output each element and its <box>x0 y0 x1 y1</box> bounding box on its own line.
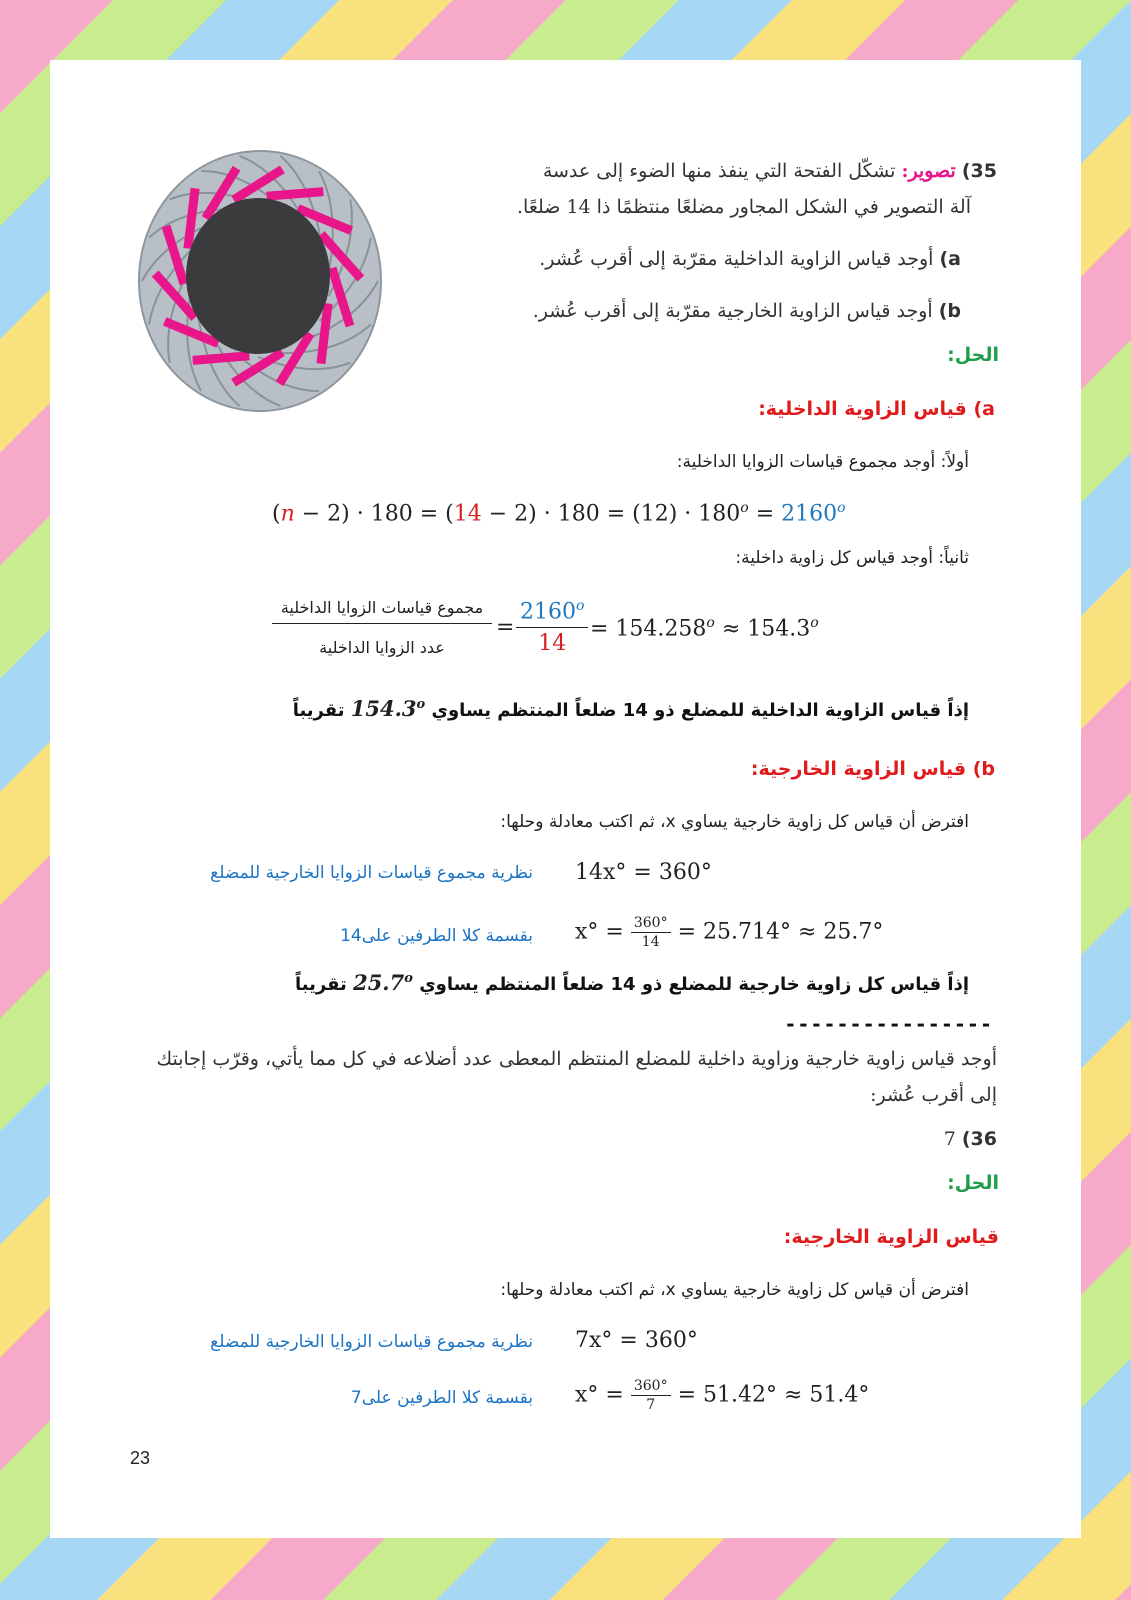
note-exterior-theorem-1: نظرية مجموع قياسات الزوايا الخارجية للمضلع <box>210 863 533 883</box>
solution-label-1: الحل: <box>947 344 999 366</box>
equation-exterior-solve: x° = $\frac{360^\circ}{14}$ = 25.714° ≈ 25.7° <box>575 915 884 950</box>
numeric-fraction: $\frac{2160^o}{14}$ <box>516 598 588 656</box>
equation-exterior-sum-7: 7x° = 360° <box>575 1328 698 1353</box>
q35-text-line2: آلة التصوير في الشكل المجاور مضلعًا منتظمًا ذا 14 ضلعًا. <box>516 196 971 218</box>
q36-number: 36) <box>961 1128 997 1150</box>
page-number: 23 <box>130 1448 151 1468</box>
camera-aperture-figure <box>138 150 383 412</box>
fraction-numerator: 2160 <box>520 599 576 625</box>
conclusion-exterior: إذاً قياس كل زاوية خارجية للمضلع ذو 14 ضلعاً المنتظم يساوي 25.7$^o$ تقريباً <box>295 970 969 995</box>
note-exterior-theorem-2: نظرية مجموع قياسات الزوايا الخارجية للمضلع <box>210 1332 533 1352</box>
polygon-edge <box>267 192 324 197</box>
equation-exterior-solve-7: x° = $\frac{360^\circ}{7}$ = 51.42° ≈ 51.4° <box>575 1378 870 1413</box>
assume-text-1: افترض أن قياس كل زاوية خارجية يساوي x، ثم اكتب معادلة وحلها: <box>500 812 969 832</box>
note-divide-14: بقسمة كلا الطرفين على14 <box>340 926 533 946</box>
part-b-heading: b) قياس الزاوية الخارجية: <box>750 758 995 780</box>
word-fraction-denominator: عدد الزوايا الداخلية <box>319 638 445 657</box>
instruction-line1: أوجد قياس زاوية خارجية وزاوية داخلية للمضلع المنتظم المعطى عدد أضلاعه في كل مما يأتي، وقرّب إجابتك <box>156 1048 997 1070</box>
word-fraction-numerator: مجموع قياسات الزوايا الداخلية <box>272 598 492 624</box>
q36 <box>944 1128 997 1150</box>
word-fraction <box>272 598 492 657</box>
q35-part-b <box>533 300 961 322</box>
q35-line1 <box>543 160 997 182</box>
equation-exterior-sum: 14x° = 360° <box>575 860 712 885</box>
interior-sum-result: 2160 <box>781 501 838 527</box>
q35-part-a <box>539 248 961 270</box>
interior-angle-result: = $154.258^o \approx 154.3^o$ <box>590 615 819 642</box>
q35-b-letter: b) <box>938 300 961 322</box>
solution-label-2: الحل: <box>947 1172 999 1194</box>
page <box>50 60 1081 1538</box>
q35-number: 35) <box>961 160 997 182</box>
assume-text-2: افترض أن قياس كل زاوية خارجية يساوي x، ثم اكتب معادلة وحلها: <box>500 1280 969 1300</box>
fraction-denominator: 14 <box>538 631 567 657</box>
value-14: 14 <box>453 501 482 527</box>
exterior-heading-2: قياس الزاوية الخارجية: <box>783 1226 999 1248</box>
q35-text-line1: تشكّل الفتحة التي ينفذ منها الضوء إلى عدسة <box>542 160 896 182</box>
q35-a-letter: a) <box>939 248 961 270</box>
instruction-line2: إلى أقرب عُشر: <box>870 1084 997 1106</box>
equation-interior-sum: $(n - 2) \cdot 180 = (14 - 2) \cdot 180 = (12) \cdot 180^o = 2160^o$ <box>272 500 846 527</box>
polygon-edge <box>193 356 250 361</box>
equals-sign: = <box>496 615 515 640</box>
conclusion-interior: إذاً قياس الزاوية الداخلية للمضلع ذو 14 ضلعاً المنتظم يساوي 154.3$^o$ تقريباً <box>292 696 969 721</box>
step-second: ثانياً: أوجد قياس كل زاوية داخلية: <box>735 548 969 568</box>
part-a-heading: a) قياس الزاوية الداخلية: <box>758 398 995 420</box>
q35-a-text: أوجد قياس الزاوية الداخلية مقرّبة إلى أقرب عُشر. <box>539 248 934 270</box>
divider: ---------------- <box>784 1012 993 1036</box>
var-n: n <box>280 501 295 527</box>
step-first: أولاً: أوجد مجموع قياسات الزوايا الداخلية: <box>676 452 969 472</box>
q35-topic: تصوير: <box>901 160 956 182</box>
note-divide-7: بقسمة كلا الطرفين على7 <box>350 1388 533 1408</box>
q35-b-text: أوجد قياس الزاوية الخارجية مقرّبة إلى أقرب عُشر. <box>532 300 933 322</box>
q36-value: 7 <box>943 1128 956 1150</box>
